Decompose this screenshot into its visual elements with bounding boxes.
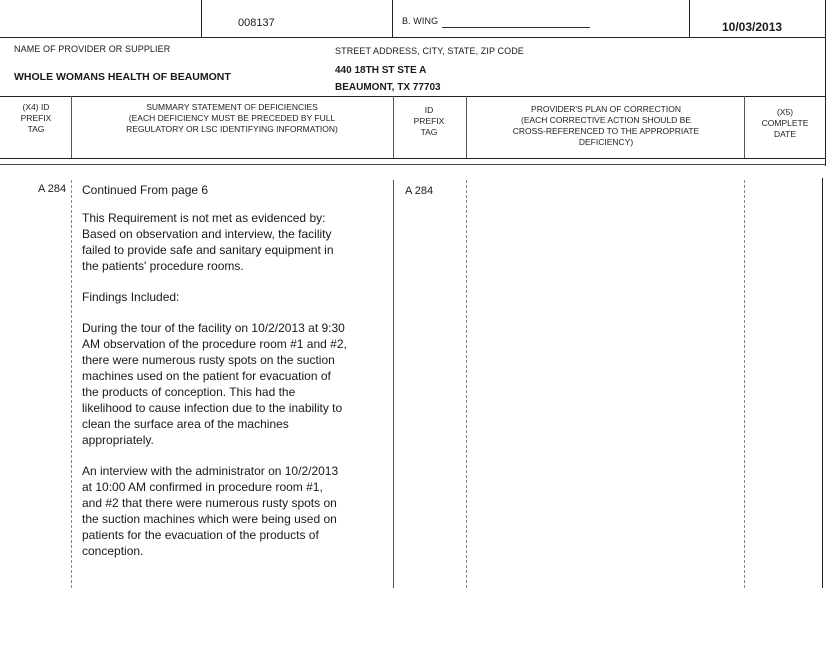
deficiency-paragraph: During the tour of the facility on 10/2/2013 at 9:30 AM observation of the procedure room #1 and #2, there were numerous rusty spots on the suction machines used on the patient for evacuation of the products of conception. This had the likelihood to cause infection due to the inability to clean the surface area of the machines appropriately. (82, 321, 347, 447)
address-line-2: BEAUMONT, TX 77703 (335, 82, 441, 93)
wing-label (402, 16, 438, 26)
survey-date: 10/03/2013 (722, 20, 783, 34)
deficiency-tag-left: A 284 (38, 183, 67, 195)
provider-id-number: 008137 (238, 17, 275, 29)
deficiency-paragraph: An interview with the administrator on 10/2/2013 at 10:00 AM confirmed in procedure room #1, and #2 that there were numerous rusty spots on the suction machines which were being used on patients for the evacuation of the products of conception. (82, 464, 339, 558)
deficiency-paragraph: Findings Included: (82, 290, 180, 304)
column-header-summary: SUMMARY STATEMENT OF DEFICIENCIES (EACH DEFICIENCY MUST BE PRECEDED BY FULL REGULATORY OR LSC IDENTIFYING INFORMATION) (126, 102, 338, 134)
provider-name: WHOLE WOMANS HEALTH OF BEAUMONT (14, 71, 231, 83)
column-header-prefix-tag-right: ID PREFIX TAG (413, 105, 445, 137)
address-label: STREET ADDRESS, CITY, STATE, ZIP CODE (335, 46, 524, 56)
address-line-1: 440 18TH ST STE A (335, 65, 427, 76)
deficiency-tag-right: A 284 (405, 185, 434, 197)
column-header-prefix-tag-left: (X4) ID PREFIX TAG (20, 102, 52, 134)
deficiency-paragraph: This Requirement is not met as evidenced by: Based on observation and interview, the facility failed to provide safe and sanitary equipment in the patients' procedure rooms. (82, 211, 334, 273)
deficiency-statement (82, 210, 387, 574)
column-header-complete-date: (X5) COMPLETE DATE (761, 107, 809, 139)
continued-from-page: Continued From page 6 (82, 183, 209, 197)
column-header-plan-of-correction: PROVIDER'S PLAN OF CORRECTION (EACH CORRECTIVE ACTION SHOULD BE CROSS-REFERENCED TO THE APPROPRIATE DEFICIENCY) (512, 104, 700, 147)
provider-name-label: NAME OF PROVIDER OR SUPPLIER (14, 44, 171, 54)
wing-label-text: B. WING (402, 16, 439, 26)
